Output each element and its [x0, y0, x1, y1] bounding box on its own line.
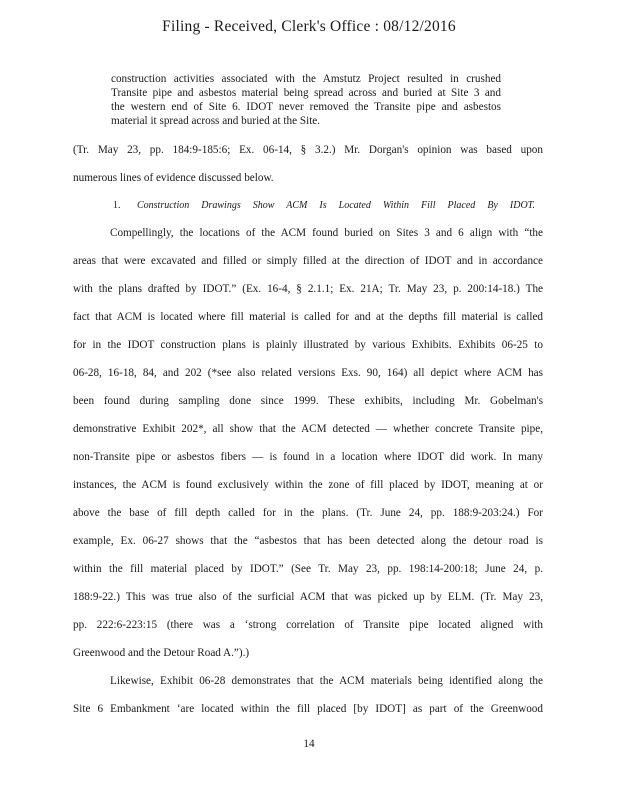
- body-line: Compellingly, the locations of the ACM found buried on Sites 3 and 6 align with “the: [110, 227, 543, 239]
- body-line: above the base of fill depth called for in the plans. (Tr. June 24, pp. 188:9-203:24.) For: [73, 507, 543, 519]
- citation-line: numerous lines of evidence discussed below.: [73, 172, 274, 184]
- body-line: 06-28, 16-18, 84, and 202 (*see also related versions Exs. 90, 164) all depict where ACM has: [73, 367, 543, 379]
- body-line: Likewise, Exhibit 06-28 demonstrates that the ACM materials being identified along the: [110, 675, 543, 687]
- block-quote-line: Transite pipe and asbestos material being spread across and buried at Site 3 and: [111, 87, 501, 99]
- section-heading: [113, 199, 535, 213]
- body-line: pp. 222:6-223:15 (there was a ‘strong correlation of Transite pipe located aligned with: [73, 619, 543, 631]
- body-line: fact that ACM is located where fill material is called for and at the depths fill material is called: [73, 311, 543, 323]
- body-line: non-Transite pipe or asbestos fibers — is found in a location where IDOT did work. In many: [73, 451, 543, 463]
- citation-line: (Tr. May 23, pp. 184:9-185:6; Ex. 06-14, § 3.2.) Mr. Dorgan's opinion was based upon: [73, 144, 543, 156]
- body-line: Greenwood and the Detour Road A.”).): [73, 647, 250, 659]
- body-line: demonstrative Exhibit 202*, all show that the ACM detected — whether concrete Transite pipe,: [73, 423, 543, 435]
- block-quote-line: the western end of Site 6. IDOT never removed the Transite pipe and asbestos: [111, 101, 501, 113]
- section-number: 1.: [113, 200, 121, 211]
- body-line: for in the IDOT construction plans is plainly illustrated by various Exhibits. Exhibits 06-25 to: [73, 339, 543, 351]
- body-line: Site 6 Embankment ‘are located within the fill placed [by IDOT] as part of the Greenwood: [73, 703, 543, 715]
- page-number: 14: [303, 738, 315, 750]
- section-title: Construction Drawings Show ACM Is Located Within Fill Placed By IDOT.: [137, 200, 535, 211]
- body-line: areas that were excavated and filled or simply filled at the direction of IDOT and in accordance: [73, 255, 543, 267]
- body-line: 188:9-22.) This was true also of the surficial ACM that was picked up by ELM. (Tr. May 23,: [73, 591, 543, 603]
- body-line: been found during sampling done since 1999. These exhibits, including Mr. Gobelman's: [73, 395, 543, 407]
- block-quote-line: material it spread across and buried at the Site.: [111, 115, 321, 127]
- block-quote-line: construction activities associated with the Amstutz Project resulted in crushed: [111, 73, 501, 85]
- body-line: example, Ex. 06-27 shows that the “asbestos that has been detected along the detour road is: [73, 535, 543, 547]
- body-line: within the fill material placed by IDOT.” (See Tr. May 23, pp. 198:14-200:18; June 24, p.: [73, 563, 543, 575]
- body-line: instances, the ACM is found exclusively within the zone of fill placed by IDOT, meaning at or: [73, 479, 543, 491]
- body-line: with the plans drafted by IDOT.” (Ex. 16-4, § 2.1.1; Ex. 21A; Tr. May 23, p. 200:14-18.) The: [73, 283, 543, 295]
- filing-header: Filing - Received, Clerk's Office : 08/12/2016: [162, 18, 456, 35]
